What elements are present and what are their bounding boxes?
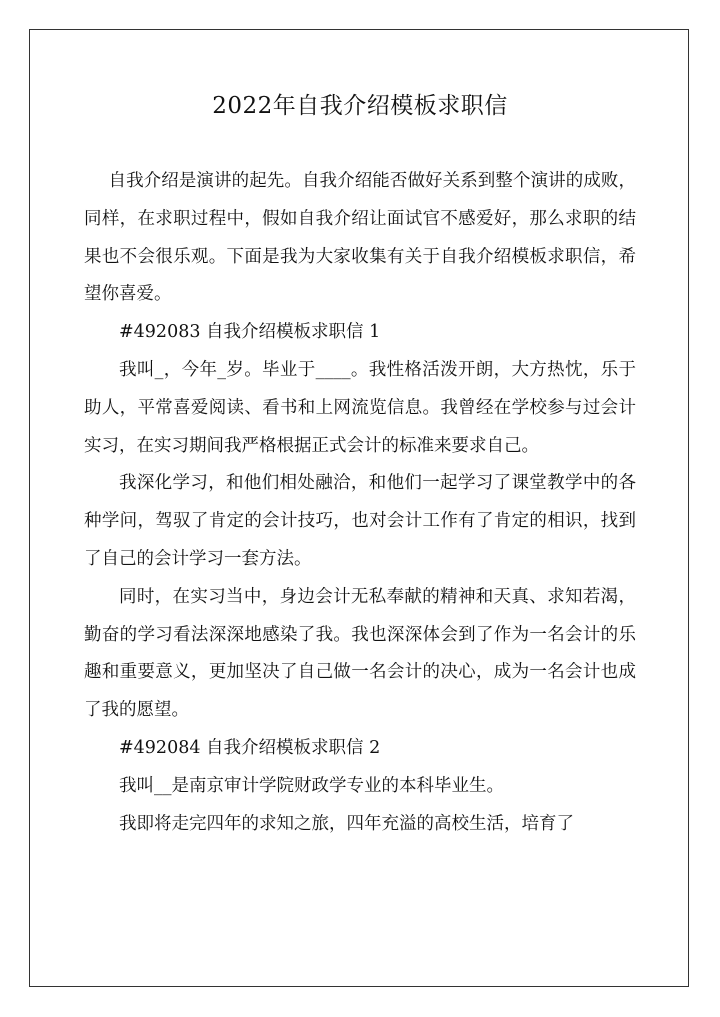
document-body [84, 163, 636, 843]
paragraph-1: 我叫_，今年_岁。毕业于____。我性格活泼开朗，大方热忱，乐于助人，平常喜爱阅读、看书和上网流览信息。我曾经在学校参与过会计实习，在实习期间我严格根据正式会计的标准来要求自己。 [84, 359, 636, 456]
section-heading-1: #492083 自我介绍模板求职信 1 [119, 322, 381, 343]
paragraph-2: 我深化学习，和他们相处融洽，和他们一起学习了课堂教学中的各种学问，驾驭了肯定的会计技巧，也对会计工作有了肯定的相识，找到了自己的会计学习一套方法。 [84, 473, 636, 569]
paragraph-5: 我即将走完四年的求知之旅，四年充溢的高校生活，培育了 [119, 813, 574, 834]
document-title: 2022年自我介绍模板求职信 [212, 93, 508, 119]
paragraph-3: 同时，在实习当中，身边会计无私奉献的精神和天真、求知若渴，勤奋的学习看法深深地感染了我。我也深深体会到了作为一名会计的乐趣和重要意义，更加坚决了自己做一名会计的决心，成为一名会计也成了我的愿望。 [84, 586, 636, 721]
section-heading-2: #492084 自我介绍模板求职信 2 [119, 737, 381, 758]
paragraph-4: 我叫__是南京审计学院财政学专业的本科毕业生。 [119, 775, 504, 796]
intro-paragraph: 自我介绍是演讲的起先。自我介绍能否做好关系到整个演讲的成败，同样，在求职过程中，假如自我介绍让面试官不感爱好，那么求职的结果也不会很乐观。下面是我为大家收集有关于自我介绍模板求职信，希望你喜爱。 [84, 171, 636, 305]
